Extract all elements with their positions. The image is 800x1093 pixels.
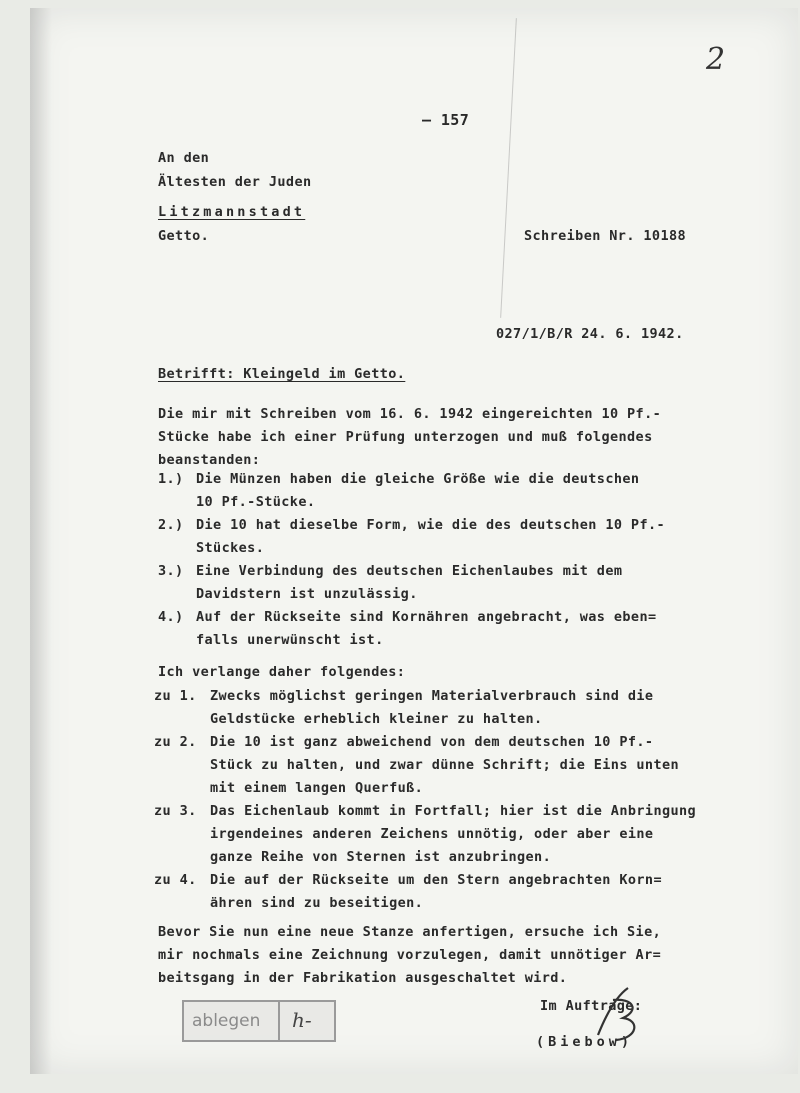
demand-line: Die auf der Rückseite um den Stern angebrachten Korn= bbox=[210, 872, 662, 888]
intro-line: Stücke habe ich einer Prüfung unterzogen und muß folgendes bbox=[158, 429, 653, 445]
signoff: Im Auftrage: bbox=[540, 998, 643, 1014]
objection-line: 10 Pf.-Stücke. bbox=[196, 494, 316, 510]
demand-number: zu 4. bbox=[154, 872, 197, 888]
demand-line: Das Eichenlaub kommt in Fortfall; hier ist die Anbringung bbox=[210, 803, 697, 819]
objection-line: falls unerwünscht ist. bbox=[196, 632, 384, 648]
objection-line: Auf der Rückseite sind Kornähren angebracht, was eben= bbox=[196, 609, 657, 625]
file-number-and-date: 027/1/B/R 24. 6. 1942. bbox=[496, 326, 684, 342]
demand-line: Geldstücke erheblich kleiner zu halten. bbox=[210, 711, 543, 727]
document-page bbox=[30, 8, 798, 1074]
closing-line: mir nochmals eine Zeichnung vorzulegen, damit unnötiger Ar= bbox=[158, 947, 662, 963]
demand-line: Stück zu halten, und zwar dünne Schrift; die Eins unten bbox=[210, 757, 680, 773]
objection-number: 1.) bbox=[158, 471, 184, 487]
stamp-initial: h- bbox=[292, 1008, 312, 1032]
demand-line: Zwecks möglichst geringen Materialverbrauch sind die bbox=[210, 688, 654, 704]
intro-line: beanstanden: bbox=[158, 452, 261, 468]
intro-line: Die mir mit Schreiben vom 16. 6. 1942 eingereichten 10 Pf.- bbox=[158, 406, 662, 422]
subject-line: Betrifft: Kleingeld im Getto. bbox=[158, 366, 406, 382]
objection-line: Die Münzen haben die gleiche Größe wie die deutschen bbox=[196, 471, 640, 487]
recipient-line-1: An den bbox=[158, 150, 210, 166]
demand-number: zu 3. bbox=[154, 803, 197, 819]
demand-line: ähren sind zu beseitigen. bbox=[210, 895, 424, 911]
objection-line: Die 10 hat dieselbe Form, wie die des deutschen 10 Pf.- bbox=[196, 517, 666, 533]
recipient-line-2: Ältesten der Juden bbox=[158, 174, 312, 190]
recipient-city: Litzmannstadt bbox=[158, 204, 306, 220]
objection-line: Davidstern ist unzulässig. bbox=[196, 586, 418, 602]
recipient-line-4: Getto. bbox=[158, 228, 210, 244]
closing-line: Bevor Sie nun eine neue Stanze anfertigen, ersuche ich Sie, bbox=[158, 924, 662, 940]
demand-intro: Ich verlange daher folgendes: bbox=[158, 664, 406, 680]
demand-line: Die 10 ist ganz abweichend von dem deutschen 10 Pf.- bbox=[210, 734, 654, 750]
objection-line: Stückes. bbox=[196, 540, 265, 556]
objection-number: 2.) bbox=[158, 517, 184, 533]
paper-crease bbox=[500, 18, 517, 318]
handwritten-page-mark: 2 bbox=[706, 42, 726, 77]
demand-number: zu 1. bbox=[154, 688, 197, 704]
letter-reference: Schreiben Nr. 10188 bbox=[524, 228, 687, 244]
page-number: — 157 bbox=[422, 111, 470, 129]
demand-line: mit einem langen Querfuß. bbox=[210, 780, 424, 796]
signer-name: (Biebow) bbox=[536, 1034, 634, 1050]
stamp-text: ablegen bbox=[192, 1011, 261, 1031]
objection-line: Eine Verbindung des deutschen Eichenlaubes mit dem bbox=[196, 563, 623, 579]
handwritten-signature bbox=[578, 980, 658, 1050]
filing-stamp bbox=[182, 1000, 336, 1042]
objection-number: 3.) bbox=[158, 563, 184, 579]
demand-line: irgendeines anderen Zeichens unnötig, oder aber eine bbox=[210, 826, 654, 842]
objection-number: 4.) bbox=[158, 609, 184, 625]
demand-number: zu 2. bbox=[154, 734, 197, 750]
demand-line: ganze Reihe von Sternen ist anzubringen. bbox=[210, 849, 552, 865]
closing-line: beitsgang in der Fabrikation ausgeschaltet wird. bbox=[158, 970, 568, 986]
